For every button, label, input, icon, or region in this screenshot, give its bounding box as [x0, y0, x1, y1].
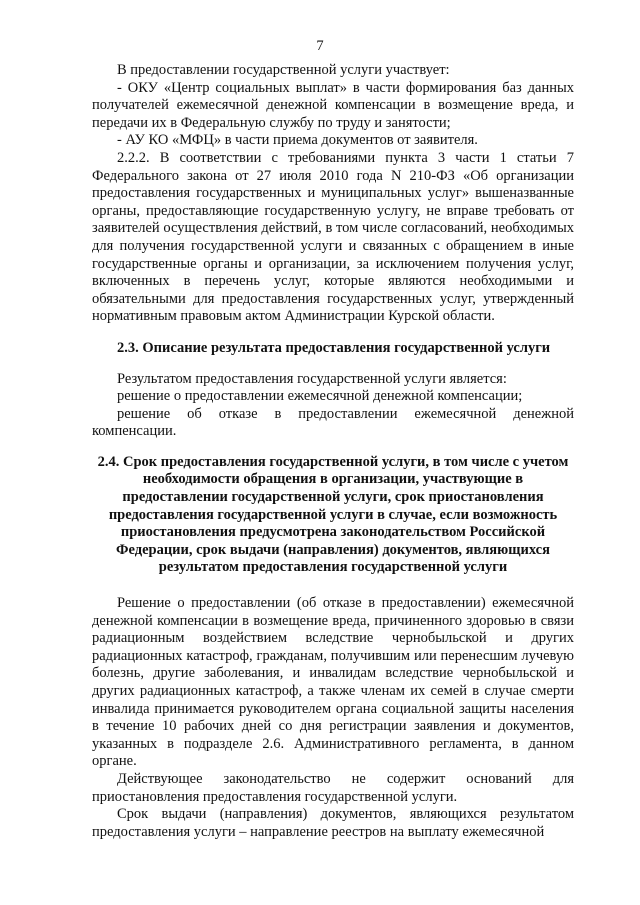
section-heading-2-4: 2.4. Срок предоставления государственной услуги, в том числе с учетом необходимости обращения в организации, участвующие в предоставлении государственной услуги, срок приостановления предоставления государственной услуги в случае, если возможность приостановления предусмотрена законодательством Российской Федерации, срок выдачи (направления) документов, являющихся результатом предоставления государственной услуги: [97, 453, 569, 576]
paragraph: Решение о предоставлении (об отказе в предоставлении) ежемесячной денежной компенсации в возмещение вреда, причиненного здоровью в связи радиационным воздействием вследствие чернобыльской и других радиационных катастроф, гражданам, получившим или перенесшим лучевую болезнь, другие заболевания, и инвалидам вследствие чернобыльской и других радиационных катастроф, а также членам их семей в случае смерти инвалида принимается руководителем органа социальной защиты населения в течение 10 рабочих дней со дня регистрации заявления и документов, указанных в подразделе 2.6. Административного регламента, в данном органе.: [92, 595, 574, 770]
paragraph: решение об отказе в предоставлении ежемесячной денежной компенсации.: [92, 405, 574, 440]
paragraph: Результатом предоставления государственной услуги является:: [117, 370, 507, 387]
paragraph: - АУ КО «МФЦ» в части приема документов от заявителя.: [117, 132, 478, 149]
paragraph: Действующее законодательство не содержит оснований для приостановления предоставления государственной услуги.: [92, 770, 574, 805]
page-number: 7: [316, 38, 324, 54]
section-heading-2-3: 2.3. Описание результата предоставления государственной услуги: [117, 339, 551, 356]
paragraph: решение о предоставлении ежемесячной денежной компенсации;: [117, 388, 523, 405]
paragraph: Срок выдачи (направления) документов, являющихся результатом предоставления услуги – направление реестров на выплату ежемесячной: [92, 806, 574, 840]
paragraph: 2.2.2. В соответствии с требованиями пункта 3 части 1 статьи 7 Федерального закона от 27 июля 2010 года N 210-ФЗ «Об организации предоставления государственных и муниципальных услуг» вышеназванные органы, предоставляющие государственную услугу, не вправе требовать от заявителей осуществления действий, в том числе согласований, необходимых для получения государственной услуги и связанных с обращением в иные государственные органы и организации, за исключением получения услуг, включенных в перечень услуг, которые являются необходимыми и обязательными для предоставления государственных услуг, утвержденный нормативным правовым актом Администрации Курской области.: [92, 149, 574, 325]
paragraph: В предоставлении государственной услуги участвует:: [117, 62, 450, 78]
document-body: [92, 62, 574, 841]
paragraph: - ОКУ «Центр социальных выплат» в части формирования баз данных получателей ежемесячной денежной компенсации в возмещение вреда, и передачи их в Федеральную службу по труду и занятости;: [92, 79, 574, 131]
